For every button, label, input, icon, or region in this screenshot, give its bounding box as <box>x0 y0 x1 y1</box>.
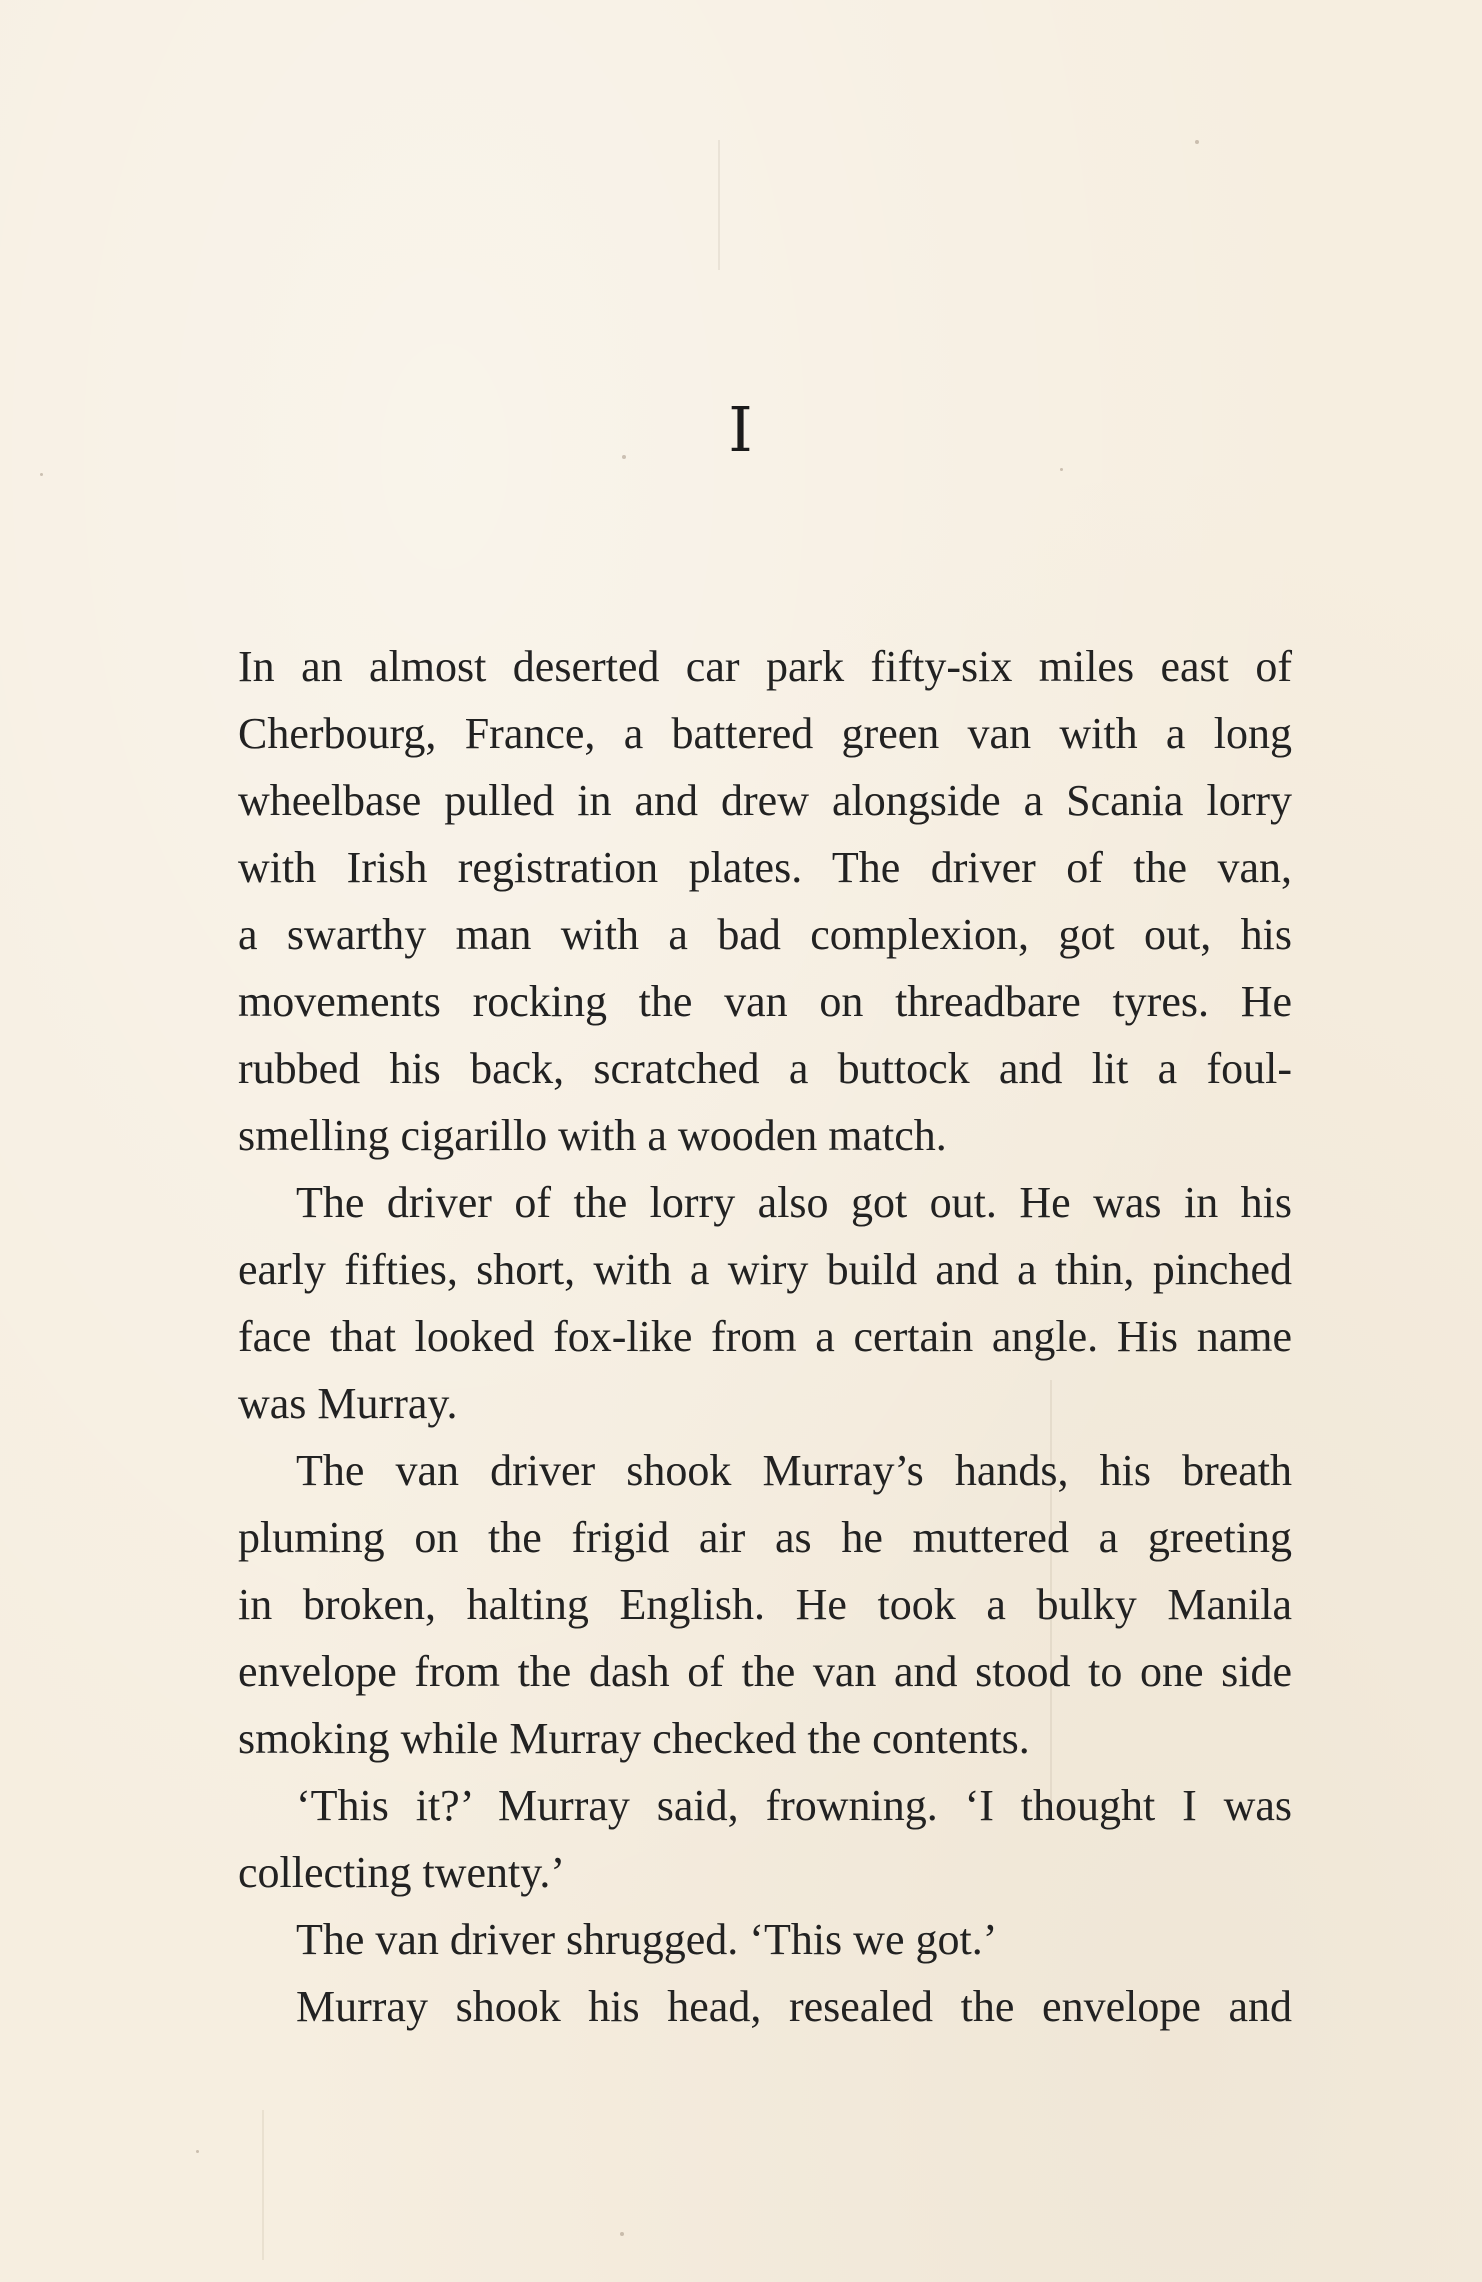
text-line: face that looked fox-like from a certain angle. His name <box>238 1312 1292 1361</box>
paper-crease <box>262 2110 264 2260</box>
chapter-body <box>238 633 1292 2040</box>
text-line: a swarthy man with a bad complexion, got out, his <box>238 910 1292 959</box>
text-line: was Murray. <box>238 1379 458 1428</box>
text-line: Cherbourg, France, a battered green van with a long <box>238 709 1292 758</box>
paper-speck <box>40 473 43 476</box>
text-line: smelling cigarillo with a wooden match. <box>238 1111 947 1160</box>
text-line: smoking while Murray checked the contents. <box>238 1714 1030 1763</box>
paper-speck <box>1195 140 1199 144</box>
text-line: with Irish registration plates. The driver of the van, <box>238 843 1292 892</box>
text-line: The van driver shook Murray’s hands, his breath <box>296 1446 1292 1495</box>
paper-crease <box>718 140 720 270</box>
paper-speck <box>196 2150 199 2153</box>
text-line: envelope from the dash of the van and stood to one side <box>238 1647 1292 1696</box>
text-line: The van driver shrugged. ‘This we got.’ <box>296 1915 998 1964</box>
text-line: rubbed his back, scratched a buttock and lit a foul- <box>238 1044 1292 1093</box>
text-line: early fifties, short, with a wiry build and a thin, pinched <box>238 1245 1292 1294</box>
paper-speck <box>1060 468 1063 471</box>
text-line: ‘This it?’ Murray said, frowning. ‘I thought I was <box>296 1781 1292 1830</box>
text-line: pluming on the frigid air as he muttered a greeting <box>238 1513 1292 1562</box>
paper-speck <box>620 2232 624 2236</box>
text-line: Murray shook his head, resealed the envelope and <box>296 1982 1292 2031</box>
text-line: movements rocking the van on threadbare tyres. He <box>238 977 1292 1026</box>
text-line: collecting twenty.’ <box>238 1848 566 1897</box>
text-line: wheelbase pulled in and drew alongside a Scania lorry <box>238 776 1292 825</box>
text-line: The driver of the lorry also got out. He was in his <box>296 1178 1292 1227</box>
text-line: in broken, halting English. He took a bulky Manila <box>238 1580 1292 1629</box>
chapter-number: I <box>728 393 754 466</box>
text-line: In an almost deserted car park fifty-six miles east of <box>238 642 1292 691</box>
